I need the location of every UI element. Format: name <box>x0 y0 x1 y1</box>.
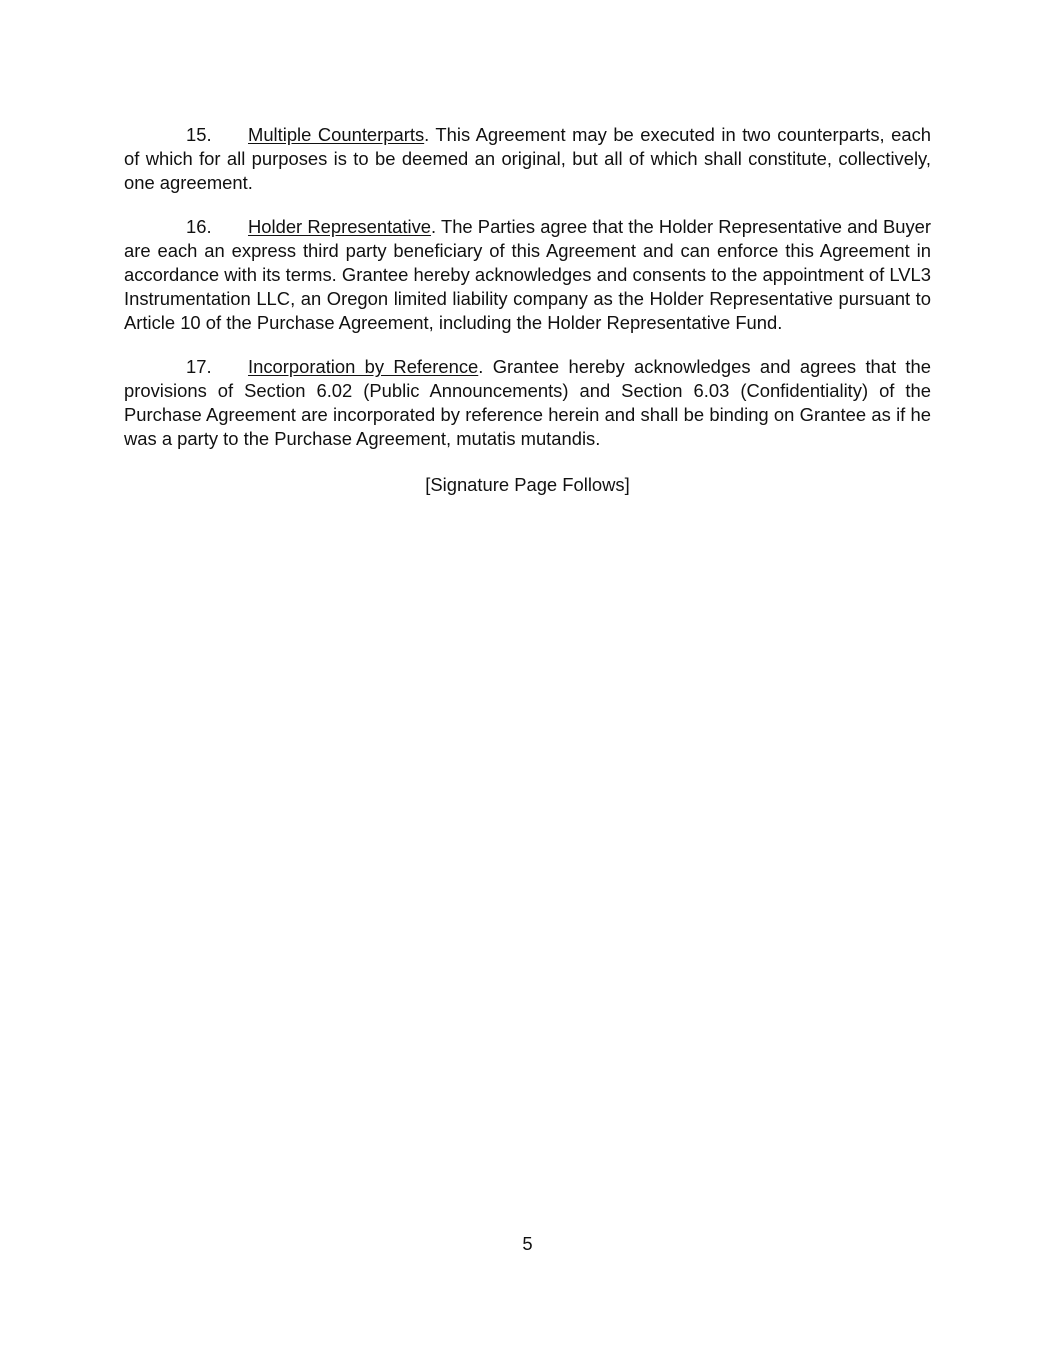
document-body <box>124 123 931 497</box>
section-number: 17. <box>186 356 212 377</box>
section-heading: Multiple Counterparts <box>248 124 425 145</box>
signature-page-note: [Signature Page Follows] <box>425 474 630 495</box>
section-17-paragraph <box>124 355 931 451</box>
section-15-paragraph <box>124 123 931 195</box>
section-body: . This Agreement may be executed in two counterparts, each of which for all purposes is to be deemed an original, but all of which shall constitute, collectively, one agreement. <box>124 124 931 193</box>
section-heading: Incorporation by Reference <box>248 356 479 377</box>
section-number: 16. <box>186 216 212 237</box>
section-heading: Holder Representative <box>248 216 432 237</box>
page-number: 5 <box>522 1233 533 1254</box>
section-number: 15. <box>186 124 212 145</box>
section-16-paragraph <box>124 215 931 335</box>
section-body: . The Parties agree that the Holder Representative and Buyer are each an express third party beneficiary of this Agreement and can enforce this Agreement in accordance with its terms. Grantee hereby acknowledges and consents to the appointment of LVL3 Instrumentation LLC, an Oregon limited liability company as the Holder Representative pursuant to Article 10 of the Purchase Agreement, including the Holder Representative Fund. <box>124 216 931 333</box>
section-body: . Grantee hereby acknowledges and agrees that the provisions of Section 6.02 (Public Announcements) and Section 6.03 (Confidentiality) of the Purchase Agreement are incorporated by reference herein and shall be binding on Grantee as if he was a party to the Purchase Agreement, mutatis mutandis. <box>124 356 931 449</box>
